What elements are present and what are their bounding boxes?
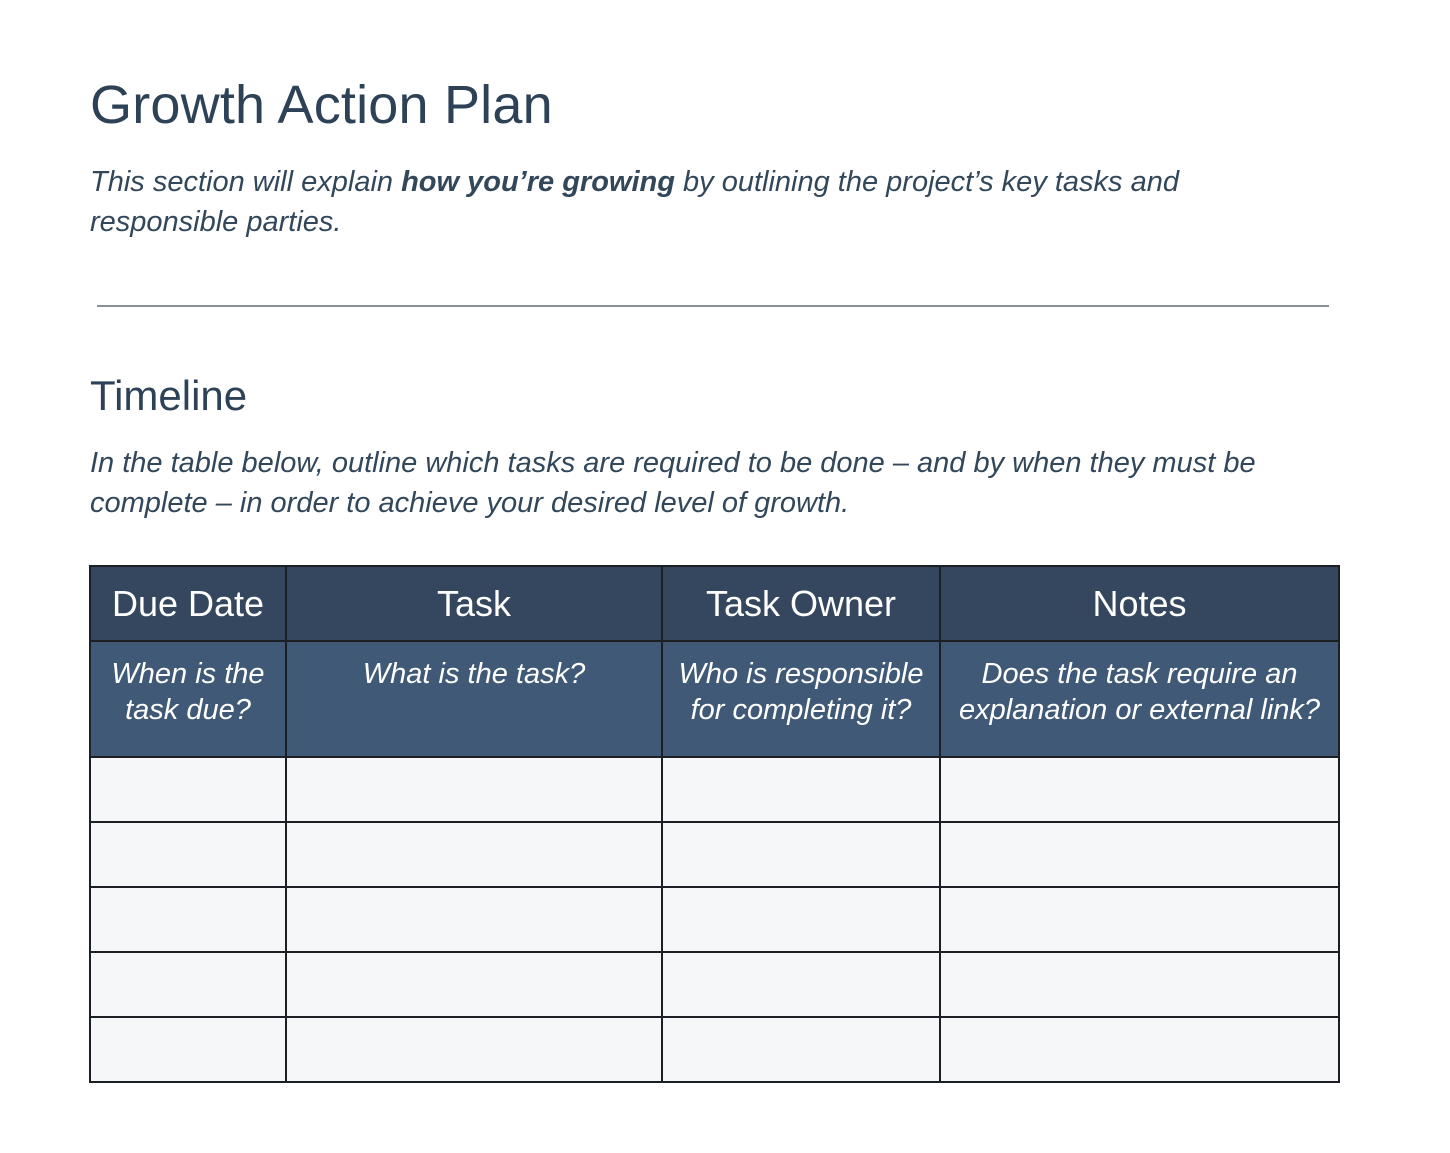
task-cell[interactable]: [286, 822, 662, 887]
timeline-description: In the table below, outline which tasks are required to be done – and by when they must be complete – in order to achieve your desired level of growth.: [90, 447, 1256, 519]
table-row: [90, 757, 1339, 822]
column-header-due-date: Due Date: [90, 566, 286, 641]
table-row: [90, 952, 1339, 1017]
notes-cell[interactable]: [940, 1017, 1339, 1082]
task-owner-cell[interactable]: [662, 1017, 940, 1082]
task-owner-cell[interactable]: [662, 757, 940, 822]
table-row: [90, 1017, 1339, 1082]
table-row: [90, 822, 1339, 887]
intro-text: [90, 162, 1240, 242]
intro-text-bold: how you’re growing: [401, 166, 675, 198]
due-date-cell[interactable]: [90, 887, 286, 952]
table-row: [90, 887, 1339, 952]
section-divider: [97, 305, 1329, 307]
intro-text-start: This section will explain: [90, 166, 402, 198]
task-owner-cell[interactable]: [662, 887, 940, 952]
task-cell[interactable]: [286, 887, 662, 952]
notes-cell[interactable]: [940, 757, 1339, 822]
task-cell[interactable]: [286, 757, 662, 822]
intro-text-end: by outlining the project’s key tasks and responsible parties.: [90, 166, 1179, 238]
task-cell[interactable]: [286, 1017, 662, 1082]
column-header-task: Task: [286, 566, 662, 641]
page-title: Growth Action Plan: [90, 75, 553, 135]
table-header-row: [90, 566, 1339, 641]
due-date-cell[interactable]: [90, 1017, 286, 1082]
notes-cell[interactable]: [940, 952, 1339, 1017]
task-cell[interactable]: [286, 952, 662, 1017]
due-date-cell[interactable]: [90, 757, 286, 822]
column-prompt-task: What is the task?: [286, 641, 662, 757]
task-owner-cell[interactable]: [662, 952, 940, 1017]
timeline-table: [89, 565, 1340, 1083]
notes-cell[interactable]: [940, 822, 1339, 887]
due-date-cell[interactable]: [90, 952, 286, 1017]
column-header-notes: Notes: [940, 566, 1339, 641]
timeline-title: Timeline: [90, 372, 248, 419]
column-prompt-notes: Does the task require an explanation or external link?: [940, 641, 1339, 757]
table-prompt-row: [90, 641, 1339, 757]
column-prompt-task-owner: Who is responsible for completing it?: [662, 641, 940, 757]
task-owner-cell[interactable]: [662, 822, 940, 887]
column-prompt-due-date: When is the task due?: [90, 641, 286, 757]
notes-cell[interactable]: [940, 887, 1339, 952]
column-header-task-owner: Task Owner: [662, 566, 940, 641]
due-date-cell[interactable]: [90, 822, 286, 887]
